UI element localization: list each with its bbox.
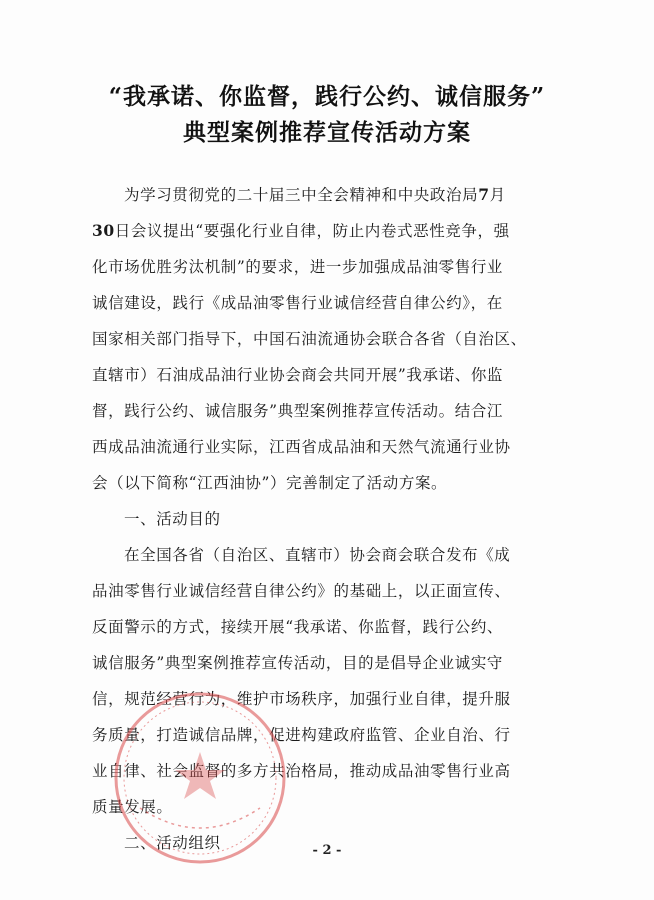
intro-line-1 [124,183,576,205]
document-title-line-1: “我承诺、你监督，践行公约、诚信服务” [108,83,546,110]
intro-line-7: 督，践行公约、诚信服务”典型案例推荐宣传活动。结合江 [92,402,504,420]
intro-line-2-number: 30 [92,221,115,240]
intro-line-5: 国家相关部门指导下，中国石油流通协会联合各省（自治区、 [92,330,527,348]
section-1-line-4: 诚信服务”典型案例推荐宣传活动，目的是倡导企业诚实守 [92,654,504,672]
section-1-line-3: 反面警示的方式，接续开展“我承诺、你监督，践行公约、 [92,618,504,636]
intro-line-4: 诚信建设，践行《成品油零售行业诚信经营自律公约》，在 [92,294,503,312]
section-1-line-2: 品油零售行业诚信经营自律公约》的基础上，以正面宣传、 [92,582,511,600]
intro-line-2 [92,219,576,241]
document-title-line-2: 典型案例推荐宣传活动方案 [183,119,471,146]
section-1-line-7: 业自律、社会监督的多方共治格局，推动成品油零售行业高 [92,762,511,780]
intro-line-1-text: 为学习贯彻党的二十届三中全会精神和中央政治局 [124,186,479,204]
official-seal-icon [110,688,290,868]
intro-line-8: 西成品油流通行业实际，江西省成品油和天然气流通行业协 [92,438,511,456]
intro-line-3: 化市场优胜劣汰机制”的要求，进一步加强成品油零售行业 [92,258,504,276]
intro-line-1-number: 7 [478,185,490,204]
intro-line-2-text: 日会议提出“要强化行业自律，防止内卷式恶性竞争，强 [114,222,510,240]
section-1-line-5: 信，规范经营行为，维护市场秩序，加强行业自律，提升服 [92,690,511,708]
section-1-line-8: 质量发展。 [92,798,173,816]
section-1-line-6: 务质量，打造诚信品牌，促进构建政府监管、企业自治、行 [92,726,511,744]
section-1-line-1: 在全国各省（自治区、直辖市）协会商会联合发布《成 [124,546,511,564]
intro-line-9: 会（以下简称“江西油协”）完善制定了活动方案。 [92,474,448,492]
intro-line-6: 直辖市）石油成品油行业协会商会共同开展”我承诺、你监 [92,366,504,384]
section-1-heading: 一、活动目的 [124,510,221,528]
section-2-heading: 二、活动组织 [124,834,221,852]
page-number: - 2 - [312,843,342,858]
intro-line-1-suffix: 月 [489,186,506,204]
